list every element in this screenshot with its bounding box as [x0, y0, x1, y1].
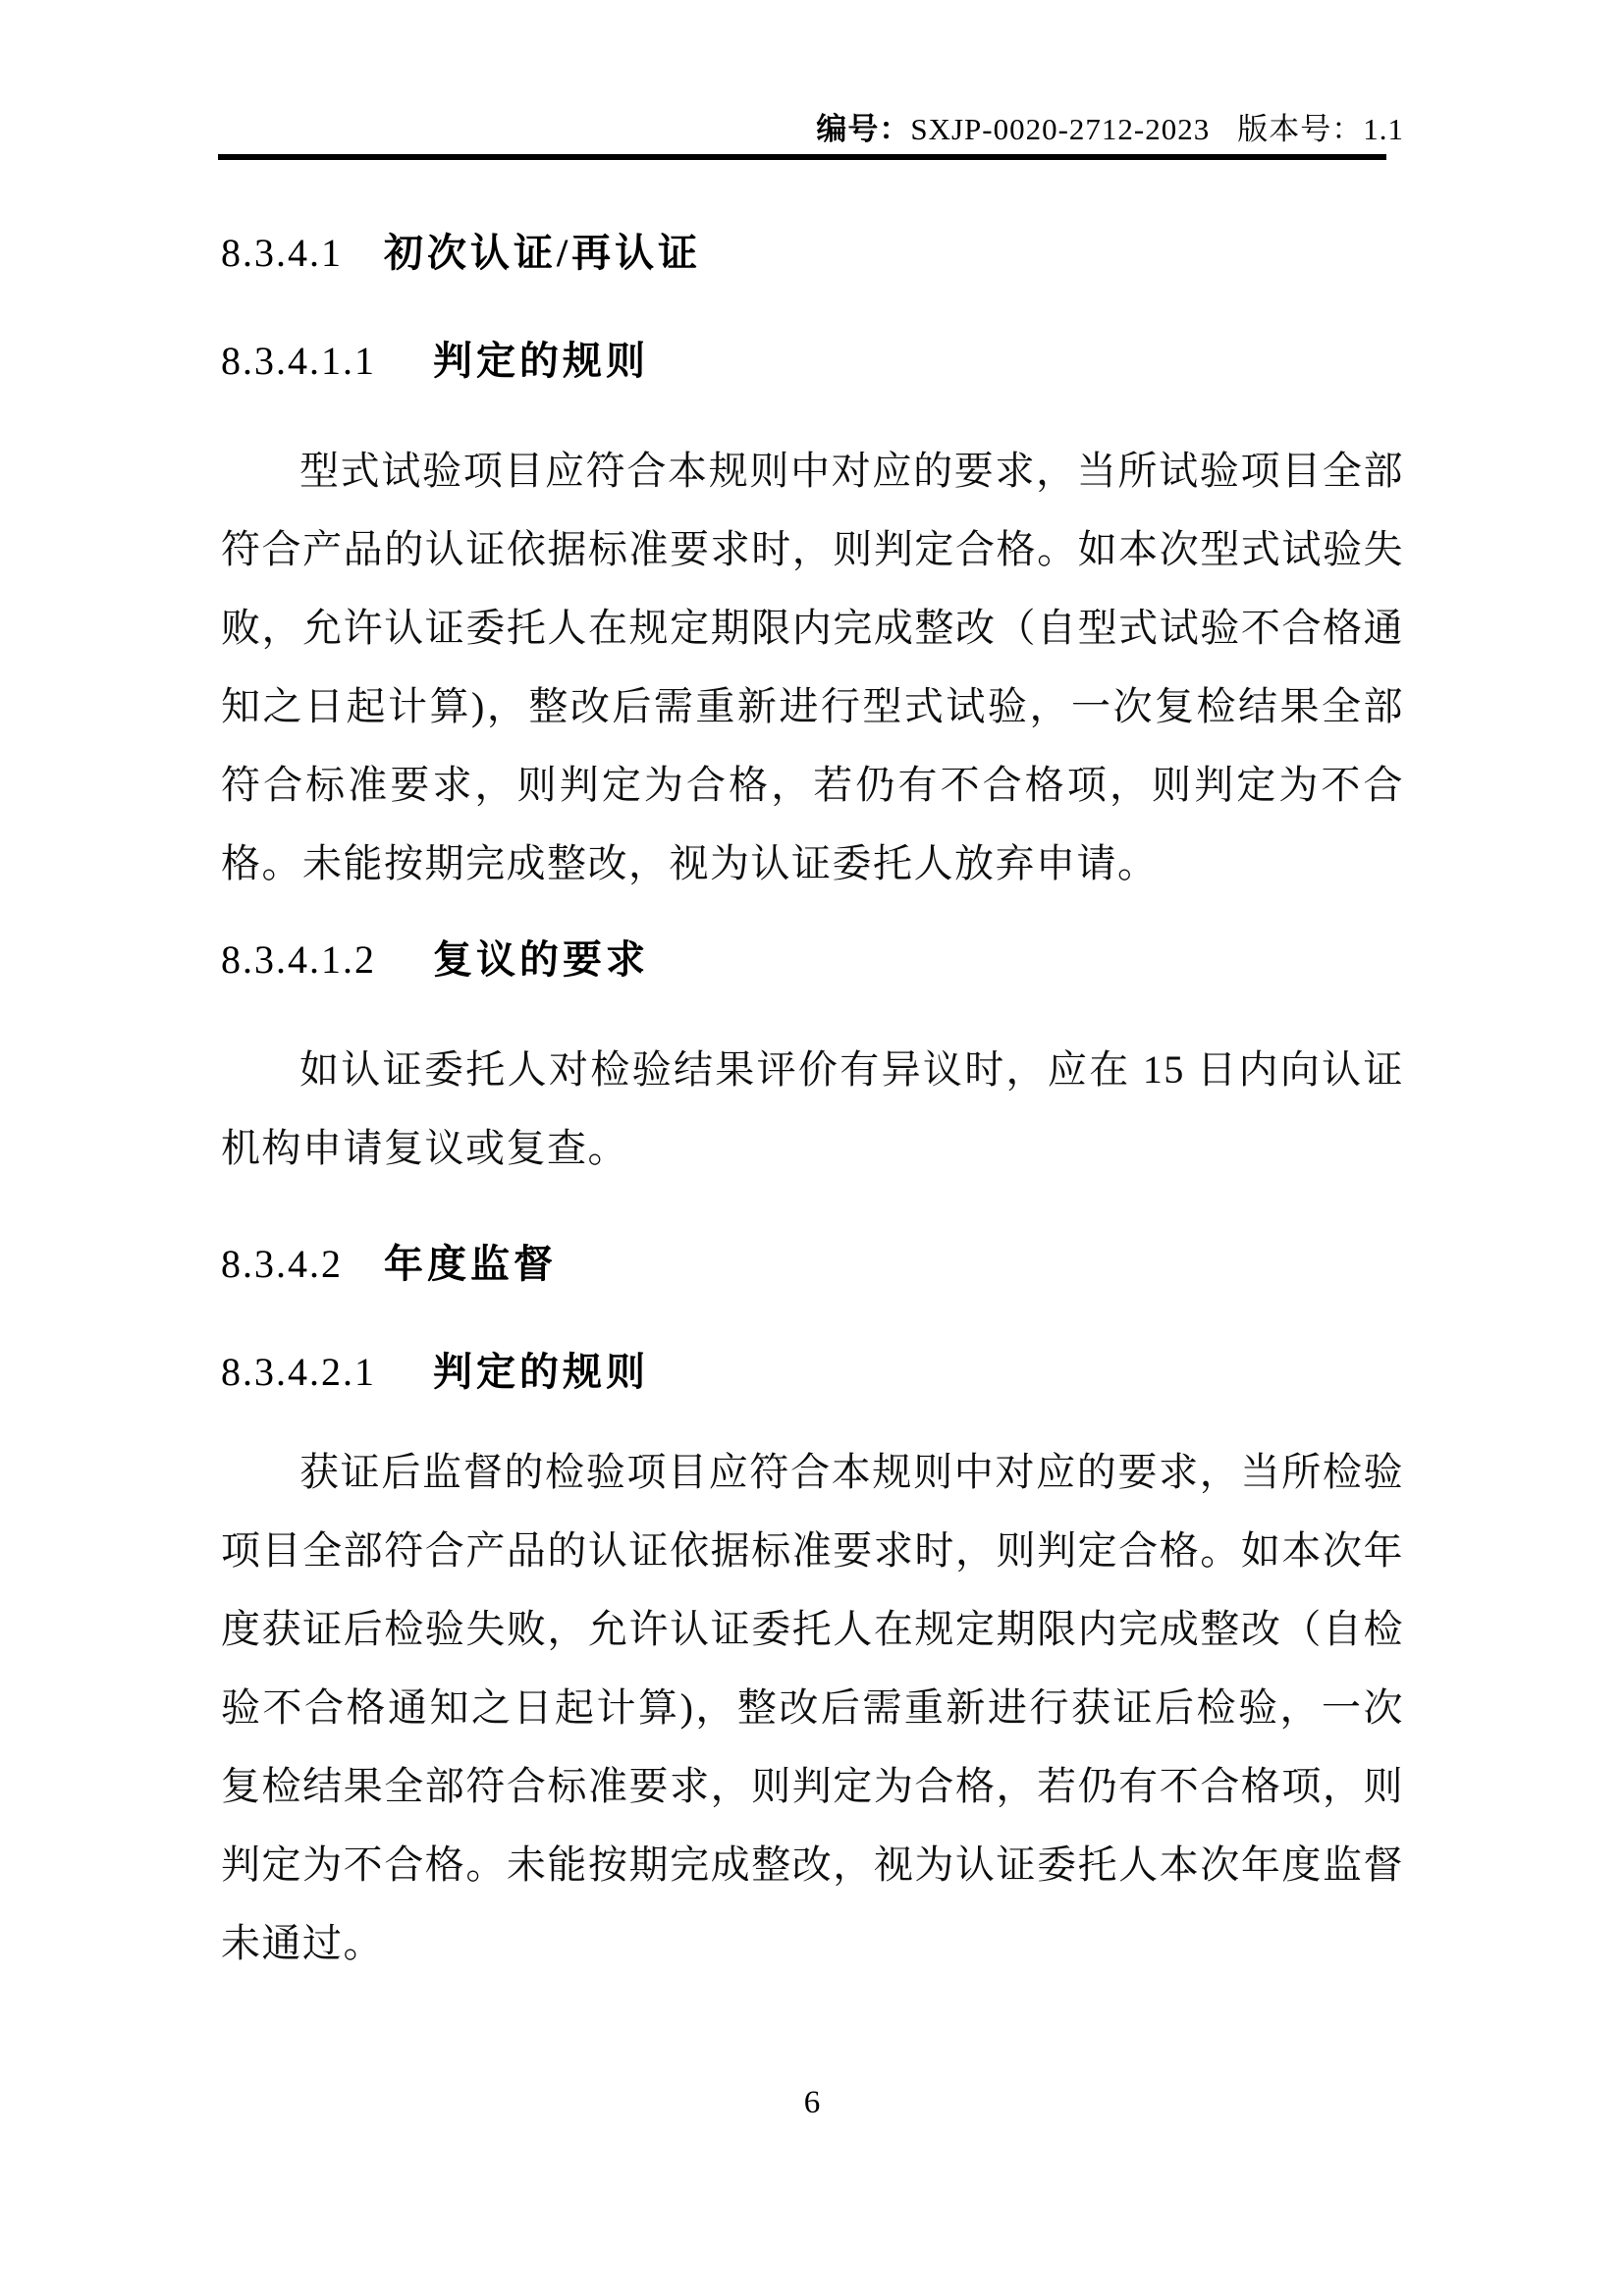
- paragraph-review-request: 如认证委托人对检验结果评价有异议时，应在 15 日内向认证机构申请复议或复查。: [221, 1047, 1404, 1170]
- heading-title: 初次认证/再认证: [384, 231, 702, 275]
- heading-number: 8.3.4.2: [221, 1242, 343, 1286]
- heading-title: 判定的规则: [433, 1350, 649, 1394]
- heading-judgement-rules-2: [221, 1333, 1404, 1412]
- heading-number: 8.3.4.1.1: [221, 339, 376, 383]
- page-header: [221, 108, 1404, 151]
- heading-initial-certification: [221, 214, 1404, 293]
- heading-number: 8.3.4.1.2: [221, 937, 376, 982]
- heading-title: 年度监督: [384, 1242, 557, 1286]
- heading-number: 8.3.4.2.1: [221, 1350, 376, 1394]
- heading-annual-supervision: [221, 1225, 1404, 1304]
- heading-judgement-rules-1: [221, 322, 1404, 400]
- footer-page-number: 6: [803, 2085, 821, 2120]
- version-value: 1.1: [1363, 112, 1404, 146]
- heading-title: 判定的规则: [433, 339, 649, 383]
- heading-number: 8.3.4.1: [221, 231, 343, 275]
- header-divider-rule: [218, 154, 1386, 160]
- doc-number-value: SXJP-0020-2712-2023: [910, 112, 1211, 146]
- heading-title: 复议的要求: [433, 937, 649, 982]
- paragraph-type-test-rules: 型式试验项目应符合本规则中对应的要求，当所试验项目全部符合产品的认证依据标准要求时，则判定合格。如本次型式试验失败，允许认证委托人在规定期限内完成整改（自型式试验不合格通知之日起计算)，整改后需重新进行型式试验，一次复检结果全部符合标准要求，则判定为合格，若仍有不合格项，则判定为不合格。未能按期完成整改，视为认证委托人放弃申请。: [221, 449, 1404, 885]
- version-label: 版本号：: [1237, 112, 1364, 146]
- heading-review-requirements: [221, 921, 1404, 999]
- doc-number-label: 编号：: [816, 112, 911, 146]
- paragraph-post-certification-rules: 获证后监督的检验项目应符合本规则中对应的要求，当所检验项目全部符合产品的认证依据标准要求时，则判定合格。如本次年度获证后检验失败，允许认证委托人在规定期限内完成整改（自检验不合格通知之日起计算)，整改后需重新进行获证后检验，一次复检结果全部符合标准要求，则判定为合格，若仍有不合格项，则判定为不合格。未能按期完成整改，视为认证委托人本次年度监督未通过。: [221, 1450, 1404, 1965]
